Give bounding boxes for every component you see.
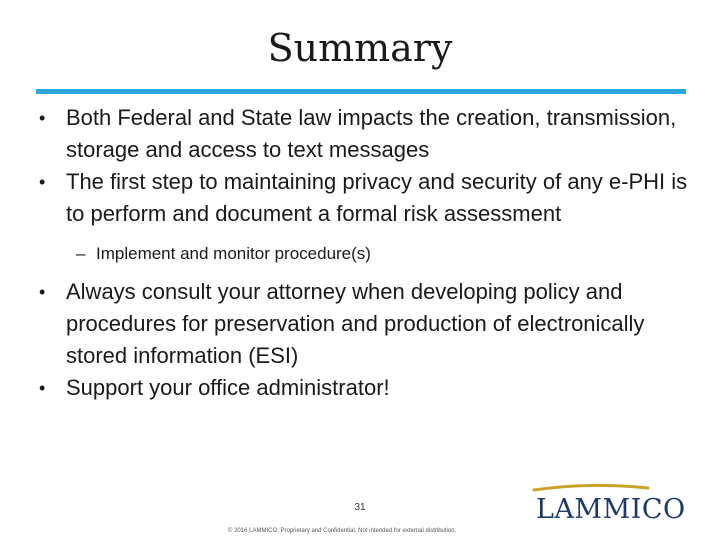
bullet-text: Both Federal and State law impacts the creation, transmission, storage and access to text messages [66,105,677,162]
slide-content [20,100,710,404]
sub-bullet-text: Implement and monitor procedure(s) [96,244,371,263]
page-number: 31 [354,502,366,513]
bullet-marker: • [39,282,46,302]
bullet-item [20,372,710,404]
bullet-text: The first step to maintaining privacy and security of any e-PHI is to perform and document a formal risk assessment [66,169,688,226]
bullet-item [20,166,710,230]
bullet-item [20,276,710,372]
lammico-logo [530,484,690,528]
title-divider [36,89,686,94]
bullet-marker: • [39,378,46,398]
slide-title: Summary [267,26,453,70]
footer-copyright: © 2016 LAMMICO. Proprietary and Confidential. Not intended for external distribution. [228,528,457,534]
bullet-marker: • [39,108,46,128]
sub-bullet-item [20,242,710,266]
bullet-item [20,102,710,166]
bullet-text: Support your office administrator! [66,375,390,400]
bullet-text: Always consult your attorney when developing policy and procedures for preservation and production of electronically stored information (ESI) [66,279,645,368]
logo-wordmark: LAMMICO [536,494,686,525]
sub-bullet-marker: – [76,244,86,263]
logo-swoosh [534,485,648,490]
bullet-marker: • [39,172,46,192]
